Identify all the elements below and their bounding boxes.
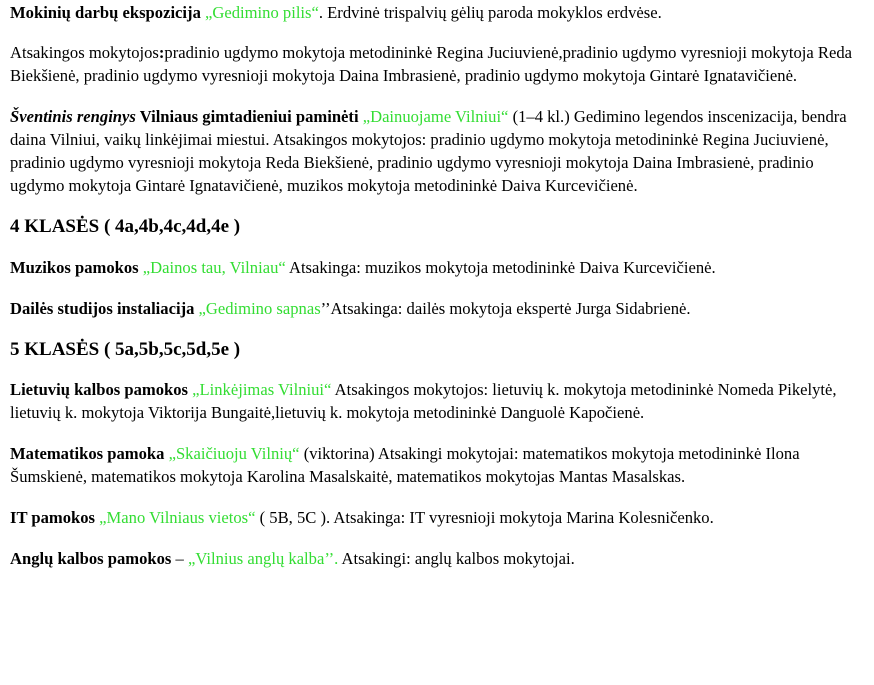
grade-4-heading: 4 KLASĖS ( 4a,4b,4c,4d,4e ) xyxy=(10,216,241,237)
event-description: (1–4 kl.) Gedimino legendos inscenizacija, bendra daina Vilniui, vaikų linkėjimai miestui. Atsakingos mokytojos: pradinio ugdymo mokytoja metodininkė Regina Juciuvienė, pradinio ugdymo vyresnioji mokytoja Reda Biekšienė, pradinio ugdymo vyresnioji mokytoja Daina Imbrasienė, pradinio ugdymo mokytoja Gintarė Ignatavičienė, muzikos mokytoja metodininkė Daiva Kurcevičienė. xyxy=(10,107,847,195)
english-title: Anglų kalbos pamokos xyxy=(10,549,172,568)
responsible-colon: : xyxy=(158,43,165,62)
english-description: Atsakingi: anglų kalbos mokytojai. xyxy=(338,549,575,568)
exposition-quote: „Gedimino pilis“ xyxy=(205,3,319,22)
paragraph-music-lessons xyxy=(10,256,870,279)
music-title: Muzikos pamokos xyxy=(10,258,139,277)
paragraph-english-lessons xyxy=(10,547,870,570)
math-description: (viktorina) Atsakingi mokytojai: matematikos mokytoja metodininkė Ilona Šumskienė, matematikos mokytoja Karolina Masalskaitė, matematikos mokytojas Mantas Masalskas. xyxy=(10,444,800,486)
art-description: Atsakinga: dailės mokytoja ekspertė Jurga Sidabrienė. xyxy=(330,299,691,318)
music-quote: „Dainos tau, Vilniau“ xyxy=(142,258,286,277)
lithuanian-quote: „Linkėjimas Vilniui“ xyxy=(192,380,332,399)
paragraph-math-lesson xyxy=(10,442,870,488)
event-italic-title: Šventinis renginys xyxy=(10,107,136,126)
art-closing-quote: ’’ xyxy=(320,299,331,318)
math-title: Matematikos pamoka xyxy=(10,444,165,463)
lithuanian-description: Atsakingos mokytojos: lietuvių k. mokytoja metodininkė Nomeda Pikelytė, lietuvių k. mokytoja Viktorija Bungaitė,lietuvių k. mokytoja metodininkė Danguolė Kapočienė. xyxy=(10,380,837,422)
event-title: Vilniaus gimtadieniui paminėti xyxy=(135,107,359,126)
paragraph-exposition-responsible xyxy=(10,41,870,87)
responsible-label: Atsakingos mokytojos xyxy=(10,43,159,62)
it-description: ( 5B, 5C ). Atsakinga: IT vyresnioji mokytoja Marina Kolesničenko. xyxy=(255,508,714,527)
paragraph-it-lessons xyxy=(10,506,870,529)
english-dash: – xyxy=(171,549,188,568)
exposition-title: Mokinių darbų ekspozicija xyxy=(10,3,201,22)
art-quote: „Gedimino sapnas xyxy=(198,299,321,318)
english-quote: „Vilnius anglų kalba’’. xyxy=(188,549,339,568)
responsible-teachers: pradinio ugdymo mokytoja metodininkė Regina Juciuvienė,pradinio ugdymo vyresnioji mokytoja Reda Biekšienė, pradinio ugdymo vyresnioji mokytoja Daina Imbrasienė, pradinio ugdymo mokytoja Gintarė Ignatavičienė. xyxy=(10,43,853,85)
math-quote: „Skaičiuoju Vilnių“ xyxy=(168,444,300,463)
exposition-description: . Erdvinė trispalvių gėlių paroda mokyklos erdvėse. xyxy=(318,3,662,22)
paragraph-festive-event xyxy=(10,105,870,197)
grade-5-heading: 5 KLASĖS ( 5a,5b,5c,5d,5e ) xyxy=(10,339,241,360)
it-quote: „Mano Vilniaus vietos“ xyxy=(99,508,256,527)
event-quote: „Dainuojame Vilniui“ xyxy=(362,107,509,126)
paragraph-lithuanian-lessons xyxy=(10,378,870,424)
lithuanian-title: Lietuvių kalbos pamokos xyxy=(10,380,188,399)
it-title: IT pamokos xyxy=(10,508,96,527)
paragraph-art-installation xyxy=(10,297,870,320)
art-title: Dailės studijos instaliacija xyxy=(10,299,195,318)
music-description: Atsakinga: muzikos mokytoja metodininkė Daiva Kurcevičienė. xyxy=(285,258,716,277)
paragraph-exposition xyxy=(10,1,870,24)
